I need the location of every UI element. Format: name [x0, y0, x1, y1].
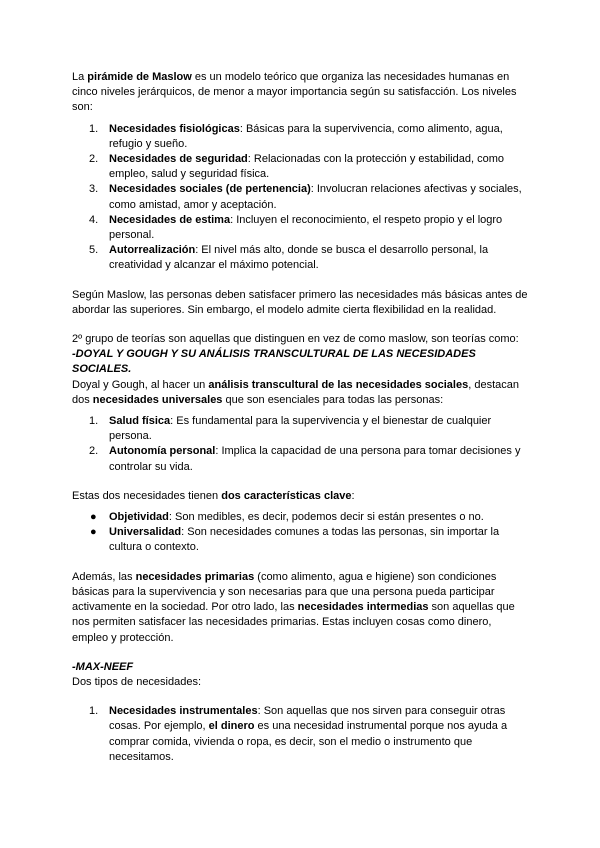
key-characteristics-intro: Estas dos necesidades tienen dos características clave: — [72, 489, 355, 502]
list-item: ● Objetividad: Son medibles, es decir, podemos decir si están presentes o no. — [72, 510, 528, 525]
doyal-needs-list — [72, 414, 528, 475]
maslow-term: pirámide de Maslow — [87, 71, 192, 83]
characteristics-list — [72, 510, 528, 556]
list-item: 3. Necesidades sociales (de pertenencia): Involucran relaciones afectivas y sociales, como amistad, amor y aceptación. — [89, 183, 522, 211]
list-item: ● Universalidad: Son necesidades comunes a todas las personas, sin importar la cultura o contexto. — [90, 526, 500, 554]
list-item: 2. Necesidades de seguridad: Relacionadas con la protección y estabilidad, como empleo, salud y seguridad física. — [89, 153, 504, 181]
intro-post: es un modelo teórico que organiza las necesidades humanas en cinco niveles jerárquicos, de menor a mayor importancia según su satisfacción. Los niveles son: — [72, 71, 517, 114]
list-item: 1. Necesidades instrumentales: Son aquellas que nos sirven para conseguir otras cosas. Por ejemplo, el dinero es una necesidad instrumental porque nos ayuda a comprar comida, vivienda o ropa, es decir, son el medio o instrumento que necesitamos. — [89, 705, 508, 763]
bullet-icon: ● — [90, 526, 97, 539]
intro-paragraph — [72, 70, 528, 116]
second-group-intro: 2º grupo de teorías son aquellas que distinguen en vez de como maslow, son teorías como: — [72, 333, 519, 346]
maslow-summary: Según Maslow, las personas deben satisfacer primero las necesidades más básicas antes de abordar las superiores. Sin embargo, el modelo admite cierta flexibilidad en la realidad. — [72, 288, 528, 316]
list-item: 1. Salud física: Es fundamental para la supervivencia y el bienestar de cualquier persona. — [89, 415, 492, 443]
list-item: 2. Autonomía personal: Implica la capacidad de una persona para tomar decisiones y controlar su vida. — [89, 445, 521, 473]
doyal-paragraph: Doyal y Gough, al hacer un análisis transcultural de las necesidades sociales, destacan dos necesidades universales que son esenciales para todas las personas: — [72, 378, 519, 406]
primary-needs-paragraph: Además, las necesidades primarias (como alimento, agua e higiene) son condiciones básicas para la supervivencia y son necesarias para que una persona pueda participar activamente en la sociedad. Por otro lado, las necesidades intermedias son aquellas que nos permiten satisfacer las necesidades primarias. Estas incluyen cosas como dinero, empleo y protección. — [72, 570, 515, 644]
list-item: 5. Autorrealización: El nivel más alto, donde se busca el desarrollo personal, la creatividad y alcanzar el máximo potencial. — [89, 244, 489, 272]
max-neef-intro: Dos tipos de necesidades: — [72, 675, 202, 688]
max-neef-heading: -MAX-NEEF — [72, 660, 134, 673]
maslow-levels-list — [72, 122, 528, 274]
list-item: 4. Necesidades de estima: Incluyen el reconocimiento, el respeto propio y el logro personal. — [89, 213, 503, 242]
intro-pre: La — [72, 71, 88, 83]
max-neef-list — [72, 704, 528, 765]
list-item: 1. Necesidades fisiológicas: Básicas para la supervivencia, como alimento, agua, refugio y sueño. — [89, 122, 503, 150]
doyal-gough-heading: -DOYAL Y GOUGH Y SU ANÁLISIS TRANSCULTURAL DE LAS NECESIDADES SOCIALES. — [72, 348, 476, 376]
bullet-icon: ● — [90, 511, 97, 524]
